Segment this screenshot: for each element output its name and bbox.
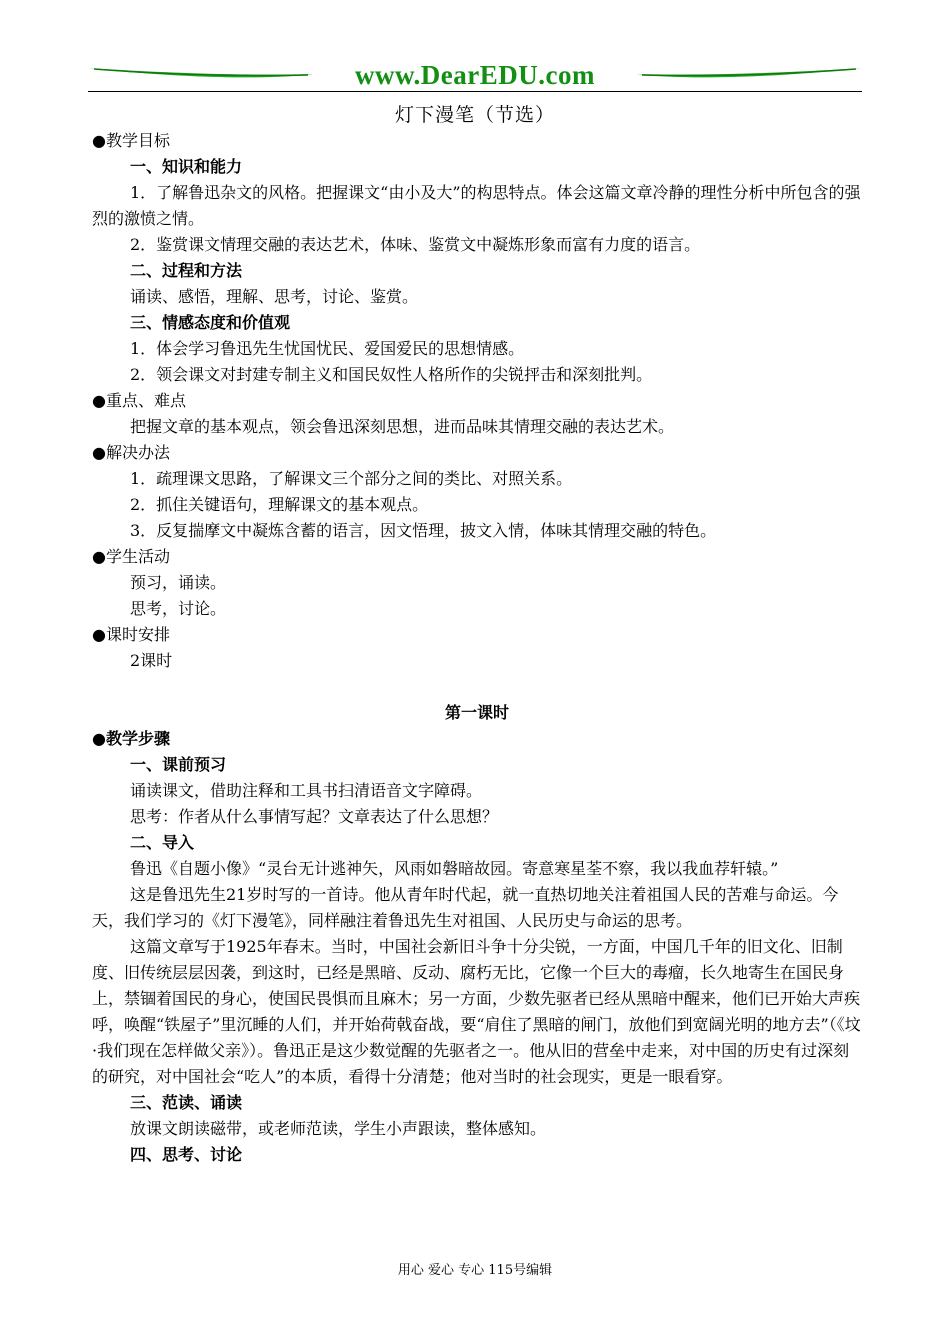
paragraph: 诵读课文，借助注释和工具书扫清语音文字障碍。	[130, 781, 483, 800]
paragraph: 2．领会课文对封建专制主义和国民奴性人格所作的尖锐抨击和深刻批判。	[130, 365, 653, 384]
subheading: 三、范读、诵读	[130, 1093, 243, 1112]
section-heading: ●学生活动	[92, 547, 170, 566]
section-heading: ●课时安排	[92, 625, 170, 644]
paragraph: 诵读、感悟，理解、思考，讨论、鉴赏。	[130, 287, 419, 306]
paragraph: 2．抓住关键语句，理解课文的基本观点。	[130, 495, 429, 514]
page-title: 灯下漫笔（节选）	[394, 104, 555, 126]
subheading: 一、知识和能力	[130, 157, 243, 176]
section-heading: ●教学目标	[92, 131, 170, 150]
paragraph: 思考：作者从什么事情写起？文章表达了什么思想？	[130, 807, 499, 826]
paragraph: 1．疏理课文思路，了解课文三个部分之间的类比、对照关系。	[130, 469, 573, 488]
site-header	[88, 58, 862, 94]
subheading: 一、课前预习	[130, 755, 227, 774]
section-heading: ●教学步骤	[92, 729, 170, 748]
site-logo: www.DearEDU.com	[355, 60, 595, 90]
paragraph: 1．体会学习鲁迅先生忧国忧民、爱国爱民的思想情感。	[130, 339, 525, 358]
subheading: 三、情感态度和价值观	[130, 313, 291, 332]
paragraph: 3．反复揣摩文中凝炼含蓄的语言，因文悟理，披文入情，体味其情理交融的特色。	[130, 521, 717, 540]
paragraph: 这篇文章写于1925年春末。当时，中国社会新旧斗争十分尖锐，一方面，中国几千年的旧文化、旧制度、旧传统层层因袭，到这时，已经是黑暗、反动、腐朽无比，它像一个巨大的毒瘤，长久地寄生在国民身上，禁锢着国民的身心，使国民畏惧而且麻木；另一方面，少数先驱者已经从黑暗中醒来，他们已开始大声疾呼，唤醒“铁屋子”里沉睡的人们，并开始荷戟奋战，要“肩住了黑暗的闸门，放他们到宽阔光明的地方去”（《坟·我们现在怎样做父亲》）。鲁迅正是这少数觉醒的先驱者之一。他从旧的营垒中走来，对中国的历史有过深刻的研究，对中国社会“吃人”的本质，看得十分清楚；他对当时的社会现实，更是一眼看穿。	[92, 937, 861, 1086]
paragraph: 放课文朗读磁带，或老师范读，学生小声跟读，整体感知。	[130, 1119, 547, 1138]
subheading: 二、导入	[130, 833, 195, 852]
paragraph: 2．鉴赏课文情理交融的表达艺术，体味、鉴赏文中凝炼形象而富有力度的语言。	[130, 235, 701, 254]
section-heading: ●重点、难点	[92, 391, 186, 410]
paragraph: 思考，讨论。	[130, 599, 227, 618]
section-heading: ●解决办法	[92, 443, 170, 462]
paragraph: 鲁迅《自题小像》“灵台无计逃神矢，风雨如磐暗故园。寄意寒星荃不察，我以我血荐轩辕。”	[130, 859, 779, 878]
page-footer: 用心 爱心 专心 115号编辑	[397, 1263, 553, 1278]
document-body	[92, 128, 862, 1168]
subheading: 四、思考、讨论	[130, 1145, 243, 1164]
header-divider	[88, 91, 862, 92]
lesson-heading: 第一课时	[444, 703, 509, 722]
paragraph: 把握文章的基本观点，领会鲁迅深刻思想，进而品味其情理交融的表达艺术。	[130, 417, 675, 436]
paragraph: 预习，诵读。	[130, 573, 227, 592]
paragraph: 这是鲁迅先生21岁时写的一首诗。他从青年时代起，就一直热切地关注着祖国人民的苦难与命运。今天，我们学习的《灯下漫笔》，同样融注着鲁迅先生对祖国、人民历史与命运的思考。	[92, 885, 839, 930]
paragraph: 2课时	[130, 651, 173, 670]
subheading: 二、过程和方法	[130, 261, 243, 280]
paragraph: 1．了解鲁迅杂文的风格。把握课文“由小及大”的构思特点。体会这篇文章冷静的理性分析中所包含的强烈的激愤之情。	[92, 183, 861, 228]
